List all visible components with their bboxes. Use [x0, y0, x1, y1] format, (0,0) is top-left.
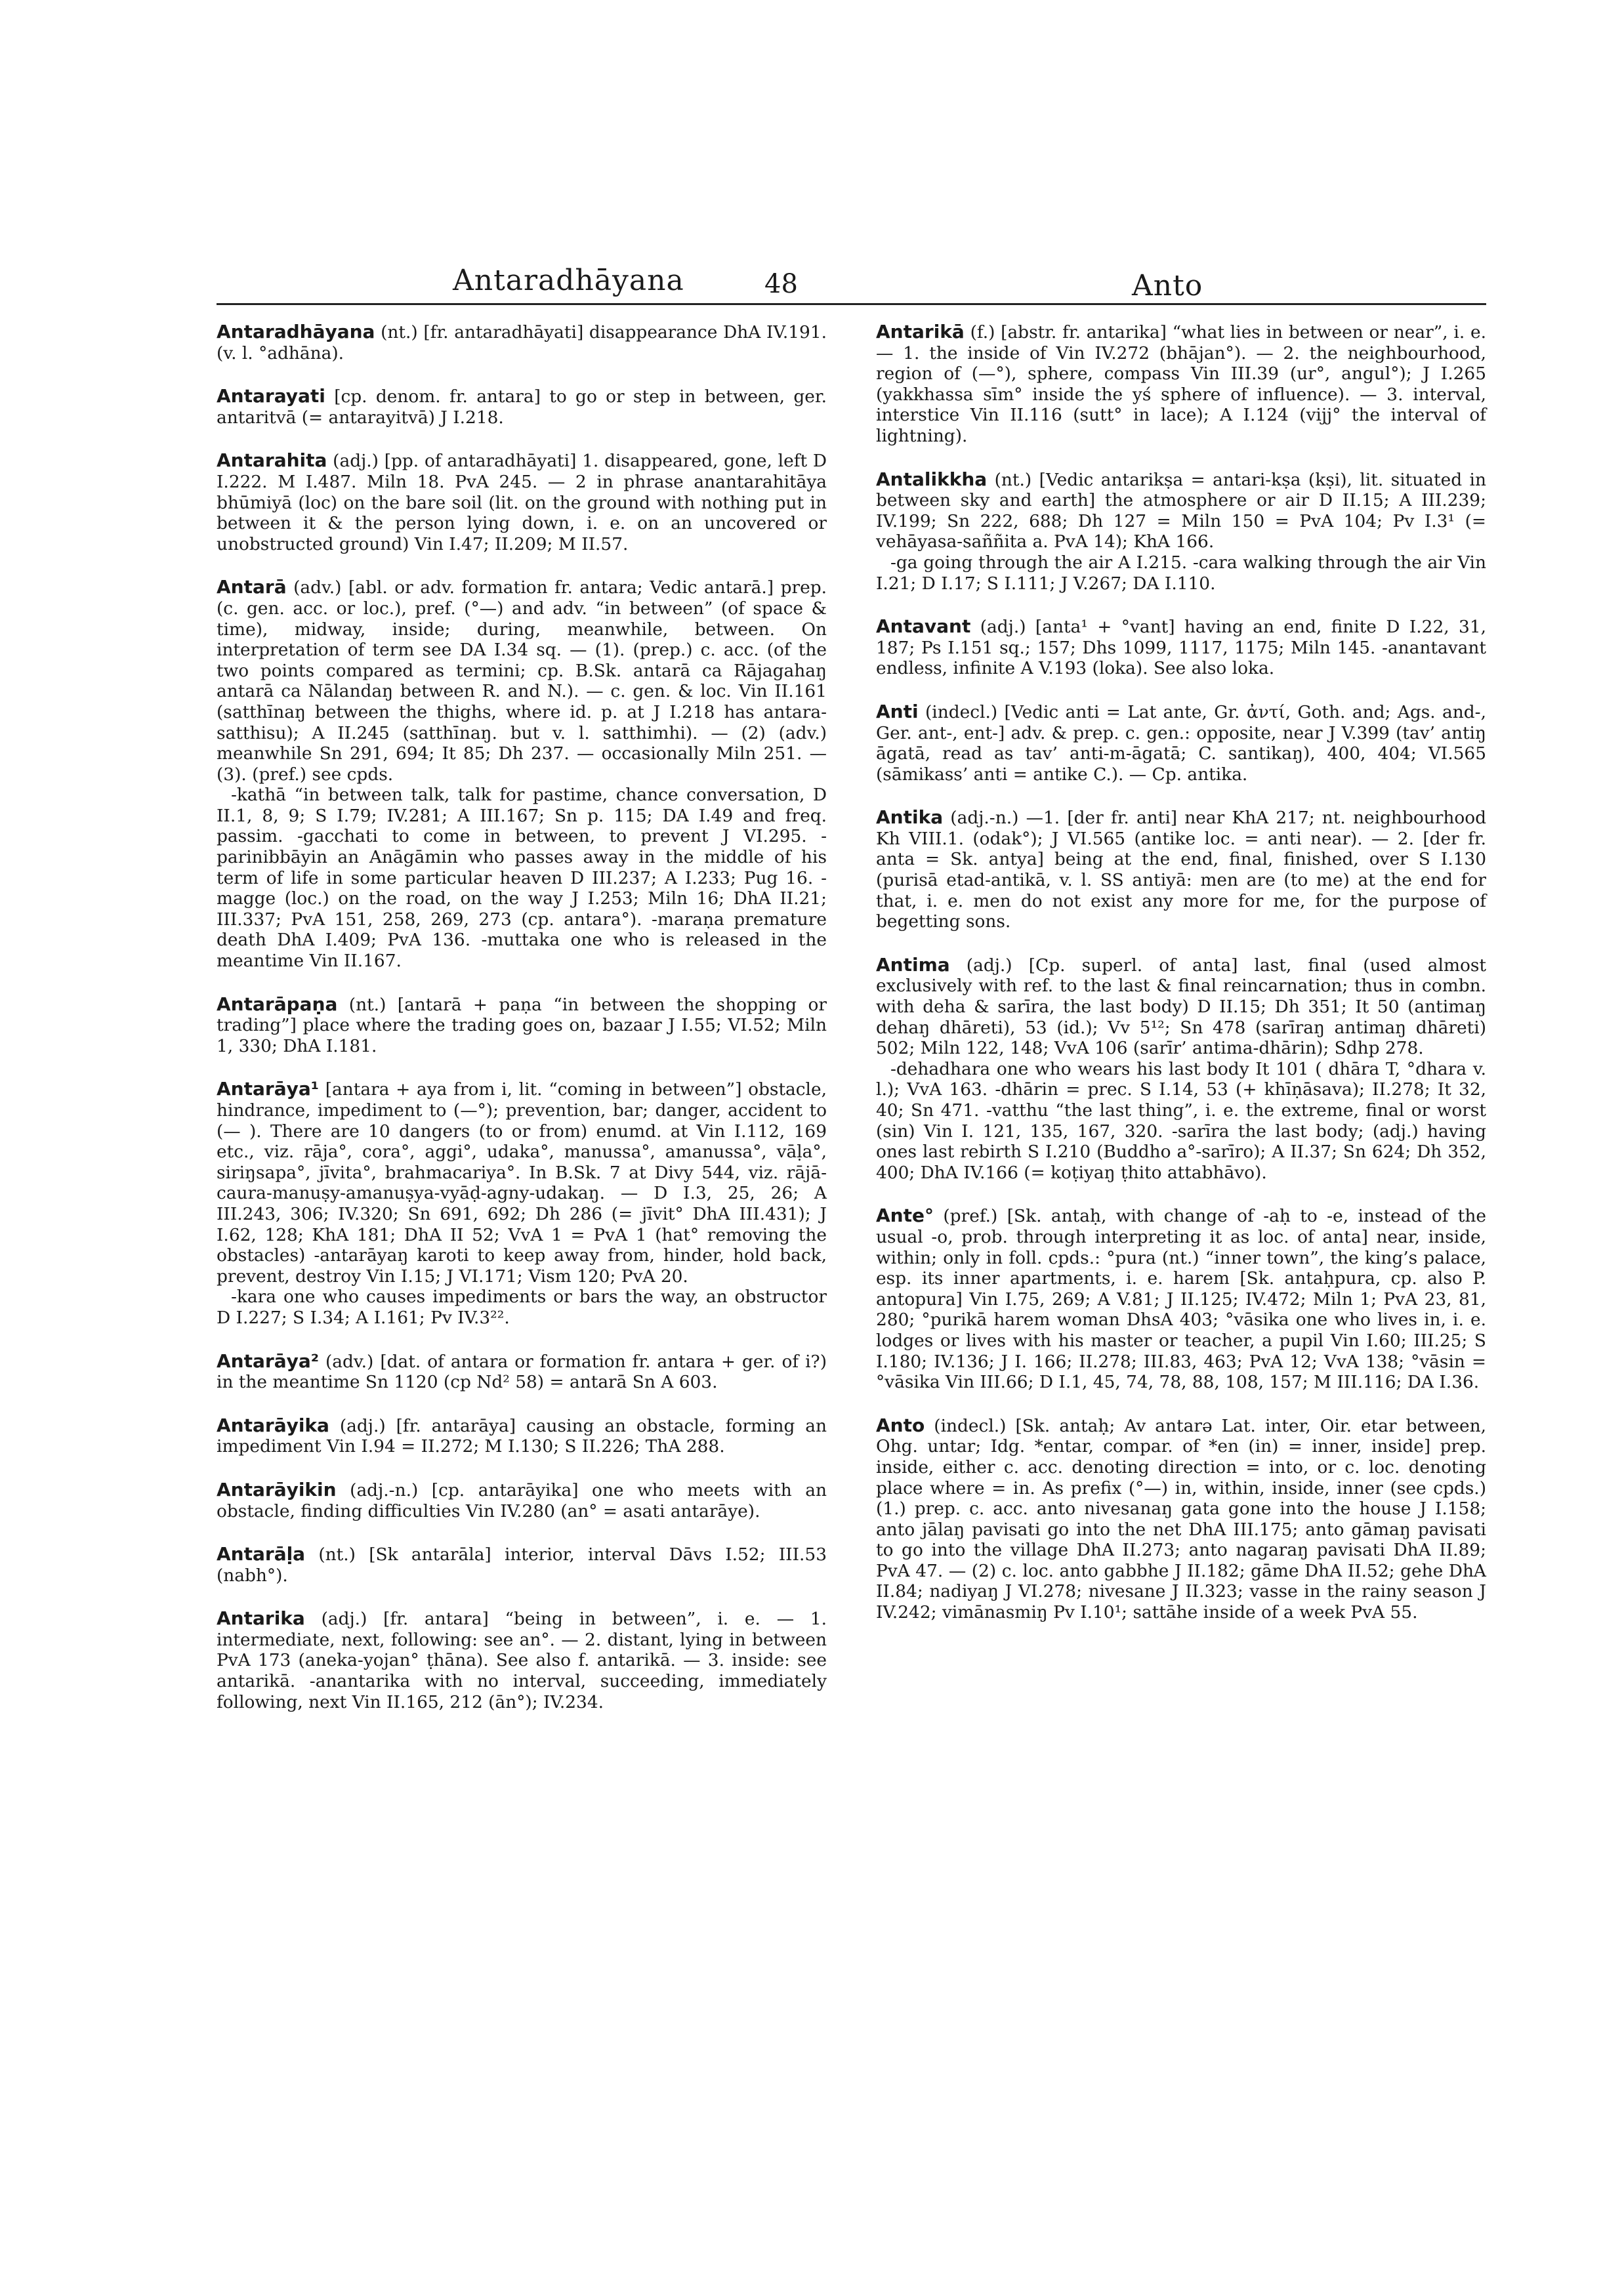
running-head-left: Antaradhāyana [453, 264, 684, 297]
entry-headword: Antavant [876, 615, 971, 638]
entry-definition: (indecl.) [Vedic anti = Lat ante, Gr. ἀντί, Goth. and; Ags. and-, Ger. ant-, ent-] adv. & prep. c. gen.: opposite, near J V.399 (tav’ antiŋ āgatā, read as tav’ anti-m-āgatā; C. santikaŋ), 400, 404; VI.565 (sāmikass’ anti = antike C.). — Cp. antika. [876, 701, 1486, 785]
entry-definition: [cp. denom. fr. antara] to go or step in between, ger. antaritvā (= antarayitvā) J I.218. [217, 386, 827, 428]
running-head [217, 257, 1486, 305]
entry-definition: (adj.) [Cp. superl. of anta] last, final (used almost exclusively with ref. to the last & final reincarnation; thus in combn. with deha & sarīra, the last body) D II.15; Dh 351; It 50 (antimaŋ dehaŋ dhāreti), 53 (id.); Vv 5¹²; Sn 478 (sarīraŋ antimaŋ dhāreti) 502; Miln 122, 148; VvA 106 (sarīr’ antima-dhārin); Sdhp 278. [876, 955, 1486, 1059]
entry-headword: Antarā [217, 576, 287, 598]
running-head-right: Anto [1132, 269, 1203, 302]
entry-headword: Antarāḷa [217, 1543, 306, 1565]
dictionary-entry [217, 1415, 827, 1457]
entry-compounds: -kara one who causes impediments or bars the way, an obstructor D I.227; S I.34; A I.161; Pv IV.3²². [217, 1287, 827, 1328]
right-column [876, 321, 1486, 1645]
dictionary-entry [876, 469, 1486, 594]
entry-definition: (nt.) [antarā + paṇa “in between the shopping or trading”] place where the trading goes on, bazaar J I.55; VI.52; Miln 1, 330; DhA I.181. [217, 994, 827, 1056]
dictionary-entry [217, 1351, 827, 1393]
entry-definition: (f.) [abstr. fr. antarika] “what lies in between or near”, i. e. — 1. the inside of Vin IV.272 (bhājan°). — 2. the neighbourhood, region of (—°), sphere, compass Vin III.39 (ur°, angul°); J I.265 (yakkhassa sīm° inside the yś sphere of influence). — 3. interval, interstice Vin II.116 (sutt° in lace); A I.124 (vijj° the interval of lightning). [876, 322, 1486, 446]
entry-definition: (adj.) [anta¹ + °vant] having an end, finite D I.22, 31, 187; Ps I.151 sq.; 157; Dhs 1099, 1117, 1175; Miln 145. -anantavant endless, infinite A V.193 (loka). See also loka. [876, 617, 1486, 679]
entry-headword: Antarāya¹ [217, 1078, 319, 1100]
entry-definition: (adj.) [fr. antara] “being in between”, i. e. — 1. intermediate, next, following: see an°. — 2. distant, lying in between PvA 173 (aneka-yojan° ṭhāna). See also f. antarikā. — 3. inside: see antarikā. -anantarika with no interval, succeeding, immediately following, next Vin II.165, 212 (ān°); IV.234. [217, 1609, 827, 1712]
dictionary-entry [217, 994, 827, 1057]
dictionary-entry [217, 1079, 827, 1328]
entry-headword: Antarāya² [217, 1350, 319, 1372]
entry-headword: Anto [876, 1414, 925, 1436]
dictionary-entry [876, 955, 1486, 1184]
entry-definition: (adj.-n.) [cp. antarāyika] one who meets with an obstacle, finding difficulties Vin IV.280 (an° = asati antarāye). [217, 1479, 827, 1521]
entry-headword: Antarāyika [217, 1414, 329, 1436]
entry-definition: (adv.) [abl. or adv. formation fr. antara; Vedic antarā.] prep. (c. gen. acc. or loc.), pref. (°—) and adv. “in between” (of space & time), midway, inside; during, meanwhile, between. On interpretation of term see DA I.34 sq. — (1). (prep.) c. acc. (of the two points compared as termini; cp. B.Sk. antarā ca Rājagahaŋ antarā ca Nālandaŋ between R. and N.). — c. gen. & loc. Vin II.161 (satthīnaŋ between the thighs, where id. p. at J I.218 has antara-satthisu); A II.245 (satthīnaŋ. but v. l. satthimhi). — (2) (adv.) meanwhile Sn 291, 694; It 85; Dh 237. — occasionally Miln 251. — (3). (pref.) see cpds. [217, 577, 827, 785]
dictionary-entry [876, 616, 1486, 679]
entry-headword: Antalikkha [876, 468, 988, 490]
entry-headword: Antarayati [217, 385, 325, 407]
entry-headword: Antaradhāyana [217, 321, 375, 342]
entry-definition: (adj.) [fr. antarāya] causing an obstacle, forming an impediment Vin I.94 = II.272; M I.130; S II.226; ThA 288. [217, 1415, 827, 1457]
entry-definition: (adj.) [pp. of antaradhāyati] 1. disappeared, gone, left D I.222. M I.487. Miln 18. PvA 245. — 2 in phrase anantarahitāya bhūmiyā (loc) on the bare soil (lit. on the ground with nothing put in between it & the person lying down, i. e. on an uncovered or unobstructed ground) Vin I.47; II.209; M II.57. [217, 451, 827, 554]
dictionary-entry [876, 1205, 1486, 1392]
entry-definition: (nt.) [fr. antaradhāyati] disappearance DhA IV.191. (v. l. °adhāna). [217, 322, 827, 363]
entry-definition: (adj.-n.) —1. [der fr. anti] near KhA 217; nt. neighbourhood Kh VIII.1. (odak°); J VI.565 (antike loc. = anti near). — 2. [der fr. anta = Sk. antya] being at the end, final, finished, over S I.130 (purisā etad-antikā, v. l. SS antiyā: men are (to me) at the end for that, i. e. men do not exist any more for me, for the purpose of begetting sons. [876, 808, 1486, 932]
entry-definition: (nt.) [Vedic antarikṣa = antari-kṣa (kṣi), lit. situated in between sky and earth] the atmosphere or air D II.15; A III.239; IV.199; Sn 222, 688; Dh 127 = Miln 150 = PvA 104; Pv I.3¹ (= vehāyasa-saññita a. PvA 14); KhA 166. [876, 469, 1486, 552]
dictionary-entry [217, 577, 827, 971]
dictionary-entry [217, 321, 827, 363]
entry-headword: Antarahita [217, 449, 327, 472]
dictionary-entry [876, 321, 1486, 447]
dictionary-entry [876, 701, 1486, 785]
dictionary-entry [217, 1608, 827, 1712]
dictionary-entry [876, 1415, 1486, 1623]
entry-definition: (indecl.) [Sk. antaḥ; Av antarə Lat. inter, Oir. etar between, Ohg. untar; Idg. *entar, compar. of *en (in) = inner, inside] prep. inside, either c. acc. denoting direction = into, or c. loc. denoting place where = in. As prefix (°—) in, within, inside, inner (see cpds.) (1.) prep. c. acc. anto nivesanaŋ gata gone into the house J I.158; anto jālaŋ pavisati go into the net DhA III.175; anto gāmaŋ pavisati to go into the village DhA II.273; anto nagaraŋ pavisati DhA II.89; PvA 47. — (2) c. loc. anto gabbhe J II.182; gāme DhA II.52; gehe DhA II.84; nadiyaŋ J VI.278; nivesane J II.323; vasse in the rainy season J IV.242; vimānasmiŋ Pv I.10¹; sattāhe inside of a week PvA 55. [876, 1415, 1486, 1623]
entry-headword: Ante° [876, 1205, 934, 1227]
entry-definition: (nt.) [Sk antarāla] interior, interval Dāvs I.52; III.53 (nabh°). [217, 1544, 827, 1586]
entry-headword: Antarika [217, 1607, 305, 1630]
entry-headword: Antima [876, 953, 950, 976]
dictionary-entry [217, 1479, 827, 1521]
entry-definition: [antara + aya from i, lit. “coming in between”] obstacle, hindrance, impediment to (—°); prevention, bar; danger, accident to (— ). There are 10 dangers (to or from) enumd. at Vin I.112, 169 etc., viz. rāja°, cora°, aggi°, udaka°, manussa°, amanussa°, vāḷa°, siriŋsapa°, jīvita°, brahmacariya°. In B.Sk. 7 at Divy 544, viz. rājā-caura-manuṣy-amanuṣya-vyāḍ-agny-udakaŋ. — D I.3, 25, 26; A III.243, 306; IV.320; Sn 691, 692; Dh 286 (= jīvit° DhA III.431); J I.62, 128; KhA 181; DhA II 52; VvA 1 = PvA 1 (hat° removing the obstacles) -antarāyaŋ karoti to keep away from, hinder, hold back, prevent, destroy Vin I.15; J VI.171; Vism 120; PvA 20. [217, 1079, 827, 1287]
left-column [217, 321, 827, 1735]
entry-compounds: -kathā “in between talk, talk for pastime, chance conversation, D II.1, 8, 9; S I.79; IV.281; A III.167; Sn p. 115; DA I.49 and freq. passim. -gacchati to come in between, to prevent J VI.295. -parinibbāyin an Anāgāmin who passes away in the middle of his term of life in some particular heaven D III.237; A I.233; Pug 16. -magge (loc.) on the road, on the way J I.253; Miln 16; DhA II.21; III.337; PvA 151, 258, 269, 273 (cp. antara°). -maraṇa premature death DhA I.409; PvA 136. -muttaka one who is released in the meantime Vin II.167. [217, 785, 827, 972]
entry-definition: (adv.) [dat. of antara or formation fr. antara + ger. of i?) in the meantime Sn 1120 (cp Nd² 58) = antarā Sn A 603. [217, 1351, 827, 1393]
entry-definition: (pref.) [Sk. antaḥ, with change of -aḥ to -e, instead of the usual -o, prob. through interpreting it as loc. of anta] near, inside, within; only in foll. cpds.: °pura (nt.) “inner town”, the king’s palace, esp. its inner apartments, i. e. harem [Sk. antaḥpura, cp. also P. antopura] Vin I.75, 269; A V.81; J II.125; IV.472; Miln 1; PvA 23, 81, 280; °purikā harem woman DhsA 403; °vāsika one who lives in, i. e. lodges or lives with his master or teacher, a pupil Vin I.60; III.25; S I.180; IV.136; J I. 166; II.278; III.83, 463; PvA 12; VvA 138; °vāsin = °vāsika Vin III.66; D I.1, 45, 74, 78, 88, 108, 157; M III.116; DA I.36. [876, 1206, 1486, 1393]
dictionary-entry [217, 1544, 827, 1586]
dictionary-entry [876, 807, 1486, 932]
entry-headword: Antarikā [876, 321, 965, 342]
entry-compounds: -dehadhara one who wears his last body It 101 ( dhāra T, °dhara v. l.); VvA 163. -dhārin = prec. S I.14, 53 (+ khīṇāsava); II.278; It 32, 40; Sn 471. -vatthu “the last thing”, i. e. the extreme, final or worst (sin) Vin I. 121, 135, 167, 320. -sarīra the last body; (adj.) having ones last rebirth S I.210 (Buddho a°-sarīro); A II.37; Sn 624; Dh 352, 400; DhA IV.166 (= koṭiyaŋ ṭhito attabhāvo). [876, 1058, 1486, 1183]
dictionary-entry [217, 450, 827, 554]
page-number: 48 [764, 269, 798, 299]
entry-headword: Antarāpaṇa [217, 993, 338, 1015]
entry-headword: Antarāyikin [217, 1478, 337, 1500]
entry-compounds: -ga going through the air A I.215. -cara walking through the air Vin I.21; D I.17; S I.111; J V.267; DA I.110. [876, 552, 1486, 594]
entry-headword: Antika [876, 806, 944, 829]
entry-headword: Anti [876, 700, 919, 722]
dictionary-entry [217, 386, 827, 428]
